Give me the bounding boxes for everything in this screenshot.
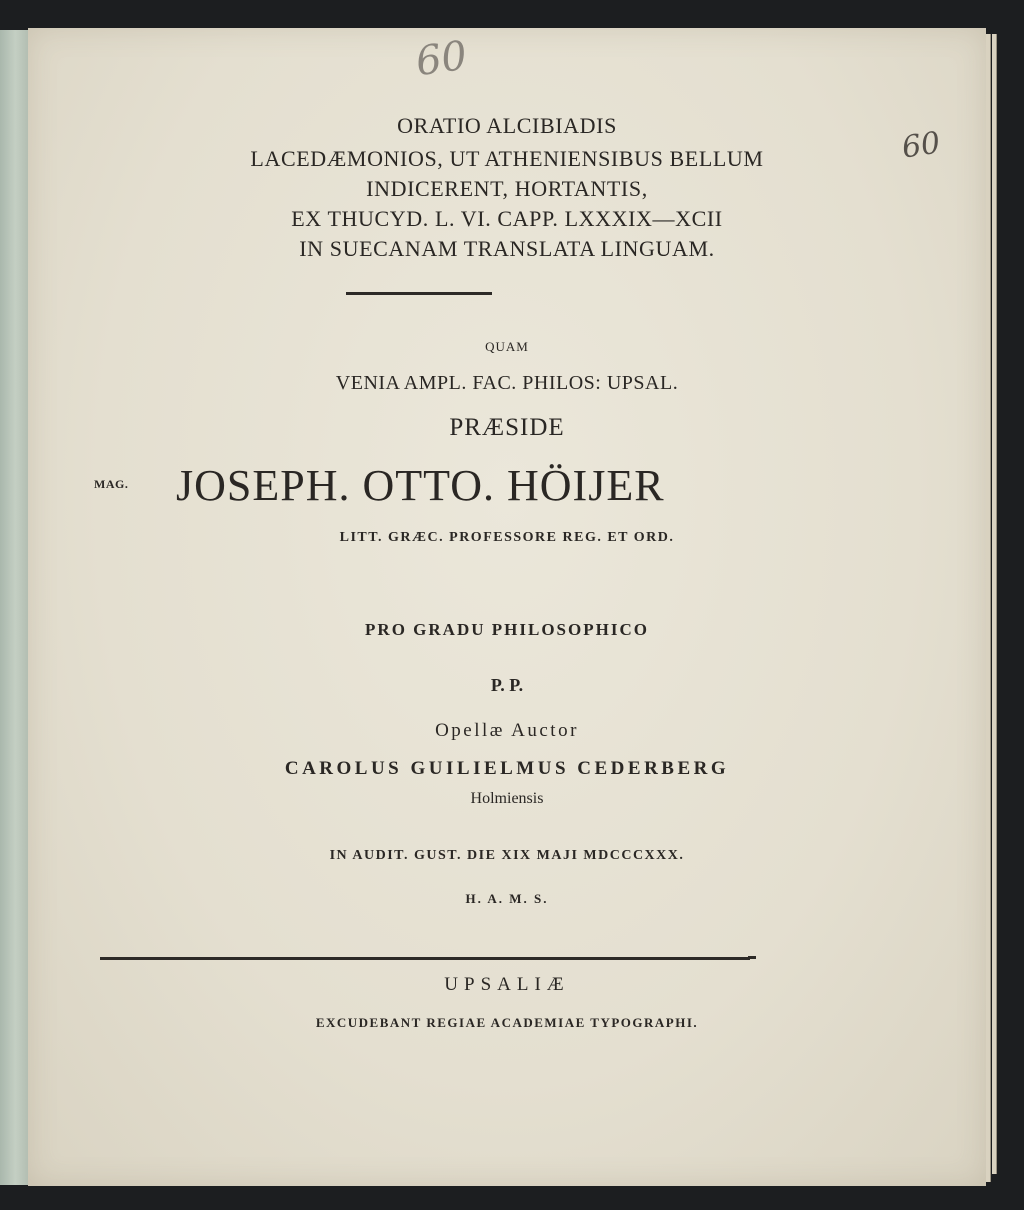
venia-line: VENIA AMPL. FAC. PHILOS: UPSAL. bbox=[335, 372, 679, 394]
hams-line: H. A. M. S. bbox=[465, 891, 549, 906]
page-edge bbox=[986, 34, 991, 1182]
title-line-3: INDICERENT, HORTANTIS, bbox=[366, 176, 648, 201]
divider-rule-long bbox=[100, 957, 750, 960]
handwritten-page-number-right: 60 bbox=[899, 125, 943, 166]
audit-date-line: IN AUDIT. GUST. DIE XIX MAJI MDCCCXXX. bbox=[329, 848, 685, 863]
presider-name: JOSEPH. OTTO. HÖIJER bbox=[176, 461, 665, 510]
title-line-1: ORATIO ALCIBIADIS bbox=[397, 113, 617, 138]
presider-title: LITT. GRÆC. PROFESSORE REG. ET ORD. bbox=[339, 530, 675, 545]
mag-abbreviation: MAG. bbox=[94, 477, 129, 491]
title-line-4: EX THUCYD. L. VI. CAPP. LXXXIX—XCII bbox=[291, 206, 723, 231]
author-name: CAROLUS GUILIELMUS CEDERBERG bbox=[284, 758, 730, 779]
title-line-5: IN SUECANAM TRANSLATA LINGUAM. bbox=[299, 236, 715, 261]
pp-line: P. P. bbox=[490, 675, 524, 695]
quam-text: QUAM bbox=[485, 339, 529, 354]
gradus-line: PRO GRADU PHILOSOPHICO bbox=[365, 620, 649, 639]
page-edge bbox=[992, 34, 997, 1174]
author-origin: Holmiensis bbox=[470, 790, 544, 807]
praeside-line: PRÆSIDE bbox=[449, 414, 565, 441]
title-page bbox=[28, 28, 986, 1186]
binding-strip bbox=[0, 30, 29, 1185]
place-line: UPSALIÆ bbox=[444, 974, 570, 995]
handwritten-page-number-top: 60 bbox=[413, 32, 470, 86]
divider-rule bbox=[346, 292, 492, 295]
title-line-2: LACEDÆMONIOS, UT ATHENIENSIBUS BELLUM bbox=[250, 146, 764, 171]
printer-line: EXCUDEBANT REGIAE ACADEMIAE TYPOGRAPHI. bbox=[315, 1015, 699, 1030]
opellae-line: Opellæ Auctor bbox=[435, 720, 579, 741]
